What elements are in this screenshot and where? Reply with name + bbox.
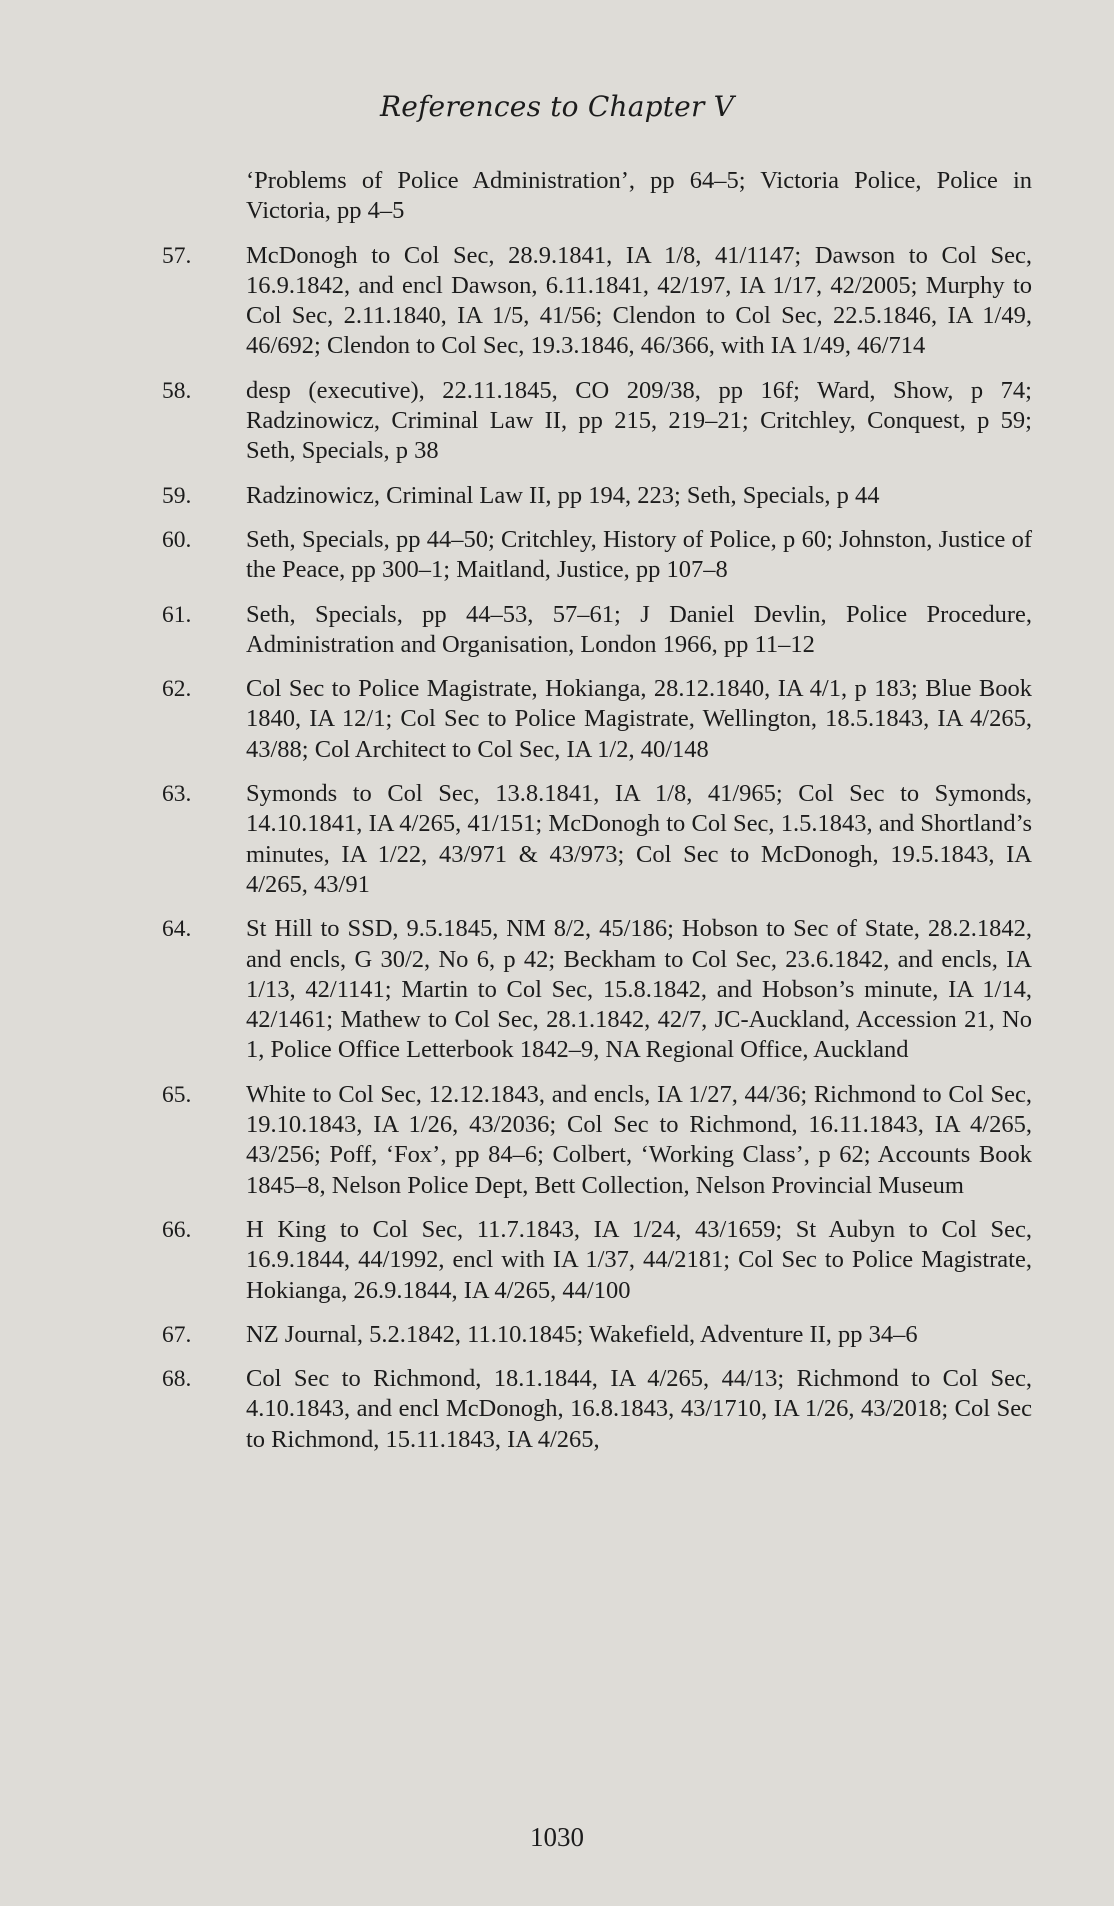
- note-text: St Hill to SSD, 9.5.1845, NM 8/2, 45/186; Hobson to Sec of State, 28.2.1842, and encls, G 30/2, No 6, p 42; Beckham to Col Sec, 23.6.1842, and encls, IA 1/13, 42/1141; Martin to Col Sec, 15.8.1842, and Hobson’s minute, IA 1/14, 42/1461; Mathew to Col Sec, 28.1.1842, 42/7, JC-Auckland, Accession 21, No 1, Police Office Letterbook 1842–9, NA Regional Office, Auckland: [246, 915, 1032, 1064]
- note-59: [162, 481, 1032, 511]
- note-66: [162, 1215, 1032, 1306]
- note-61: [162, 600, 1032, 661]
- note-number: 57.: [162, 242, 192, 269]
- note-number: 62.: [162, 676, 192, 703]
- note-continuation: ‘Problems of Police Administration’, pp 64–5; Victoria Police, Police in Victoria, pp 4–5: [246, 167, 1032, 225]
- note-number: 60.: [162, 526, 192, 553]
- note-number: 65.: [162, 1081, 192, 1108]
- reference-notes-list: [162, 166, 1032, 1469]
- note-text: McDonogh to Col Sec, 28.9.1841, IA 1/8, 41/1147; Dawson to Col Sec, 16.9.1842, and encl Dawson, 6.11.1841, 42/197, IA 1/17, 42/2005; Murphy to Col Sec, 2.11.1840, IA 1/5, 41/56; Clendon to Col Sec, 22.5.1846, IA 1/49, 46/692; Clendon to Col Sec, 19.3.1846, 46/366, with IA 1/49, 46/714: [246, 241, 1032, 360]
- note-text: Col Sec to Police Magistrate, Hokianga, 28.12.1840, IA 4/1, p 183; Blue Book 1840, IA 12/1; Col Sec to Police Magistrate, Wellington, 18.5.1843, IA 4/265, 43/88; Col Architect to Col Sec, IA 1/2, 40/148: [246, 675, 1032, 763]
- note-number: 67.: [162, 1321, 192, 1348]
- note-number: 68.: [162, 1366, 192, 1393]
- note-text: desp (executive), 22.11.1845, CO 209/38, pp 16f; Ward, Show, p 74; Radzinowicz, Criminal Law II, pp 215, 219–21; Critchley, Conquest, p 59; Seth, Specials, p 38: [246, 376, 1032, 465]
- note-number: 59.: [162, 482, 192, 509]
- page-number: 1030: [530, 1822, 584, 1852]
- note-60: [162, 525, 1032, 586]
- note-number: 66.: [162, 1216, 192, 1243]
- note-text: Seth, Specials, pp 44–53, 57–61; J Daniel Devlin, Police Procedure, Administration and Organisation, London 1966, pp 11–12: [246, 600, 1032, 658]
- note-text: NZ Journal, 5.2.1842, 11.10.1845; Wakefield, Adventure II, pp 34–6: [246, 1320, 918, 1348]
- note-number: 64.: [162, 916, 192, 943]
- running-head: References to Chapter V: [379, 90, 735, 123]
- note-number: 58.: [162, 377, 192, 404]
- note-text: Symonds to Col Sec, 13.8.1841, IA 1/8, 41/965; Col Sec to Symonds, 14.10.1841, IA 4/265, 41/151; McDonogh to Col Sec, 1.5.1843, and Shortland’s minutes, IA 1/22, 43/971 & 43/973; Col Sec to McDonogh, 19.5.1843, IA 4/265, 43/91: [246, 780, 1032, 898]
- note-text: Radzinowicz, Criminal Law II, pp 194, 223; Seth, Specials, p 44: [246, 481, 880, 509]
- note-58: [162, 376, 1032, 467]
- note-68: [162, 1364, 1032, 1455]
- note-text: Seth, Specials, pp 44–50; Critchley, History of Police, p 60; Johnston, Justice of the Peace, pp 300–1; Maitland, Justice, pp 107–8: [246, 525, 1032, 584]
- note-63: [162, 779, 1032, 900]
- note-57: [162, 241, 1032, 362]
- note-67: [162, 1320, 1032, 1350]
- note-64: [162, 914, 1032, 1065]
- note-text: White to Col Sec, 12.12.1843, and encls, IA 1/27, 44/36; Richmond to Col Sec, 19.10.1843, IA 1/26, 43/2036; Col Sec to Richmond, 16.11.1843, IA 4/265, 43/256; Poff, ‘Fox’, pp 84–6; Colbert, ‘Working Class’, p 62; Accounts Book 1845–8, Nelson Police Dept, Bett Collection, Nelson Provincial Museum: [246, 1080, 1032, 1199]
- note-text: H King to Col Sec, 11.7.1843, IA 1/24, 43/1659; St Aubyn to Col Sec, 16.9.1844, 44/1992, encl with IA 1/37, 44/2181; Col Sec to Police Magistrate, Hokianga, 26.9.1844, IA 4/265, 44/100: [246, 1215, 1032, 1304]
- note-number: 63.: [162, 781, 192, 808]
- note-62: [162, 674, 1032, 765]
- note-number: 61.: [162, 601, 192, 628]
- note-65: [162, 1080, 1032, 1201]
- note-text: Col Sec to Richmond, 18.1.1844, IA 4/265, 44/13; Richmond to Col Sec, 4.10.1843, and encl McDonogh, 16.8.1843, 43/1710, IA 1/26, 43/2018; Col Sec to Richmond, 15.11.1843, IA 4/265,: [246, 1365, 1032, 1453]
